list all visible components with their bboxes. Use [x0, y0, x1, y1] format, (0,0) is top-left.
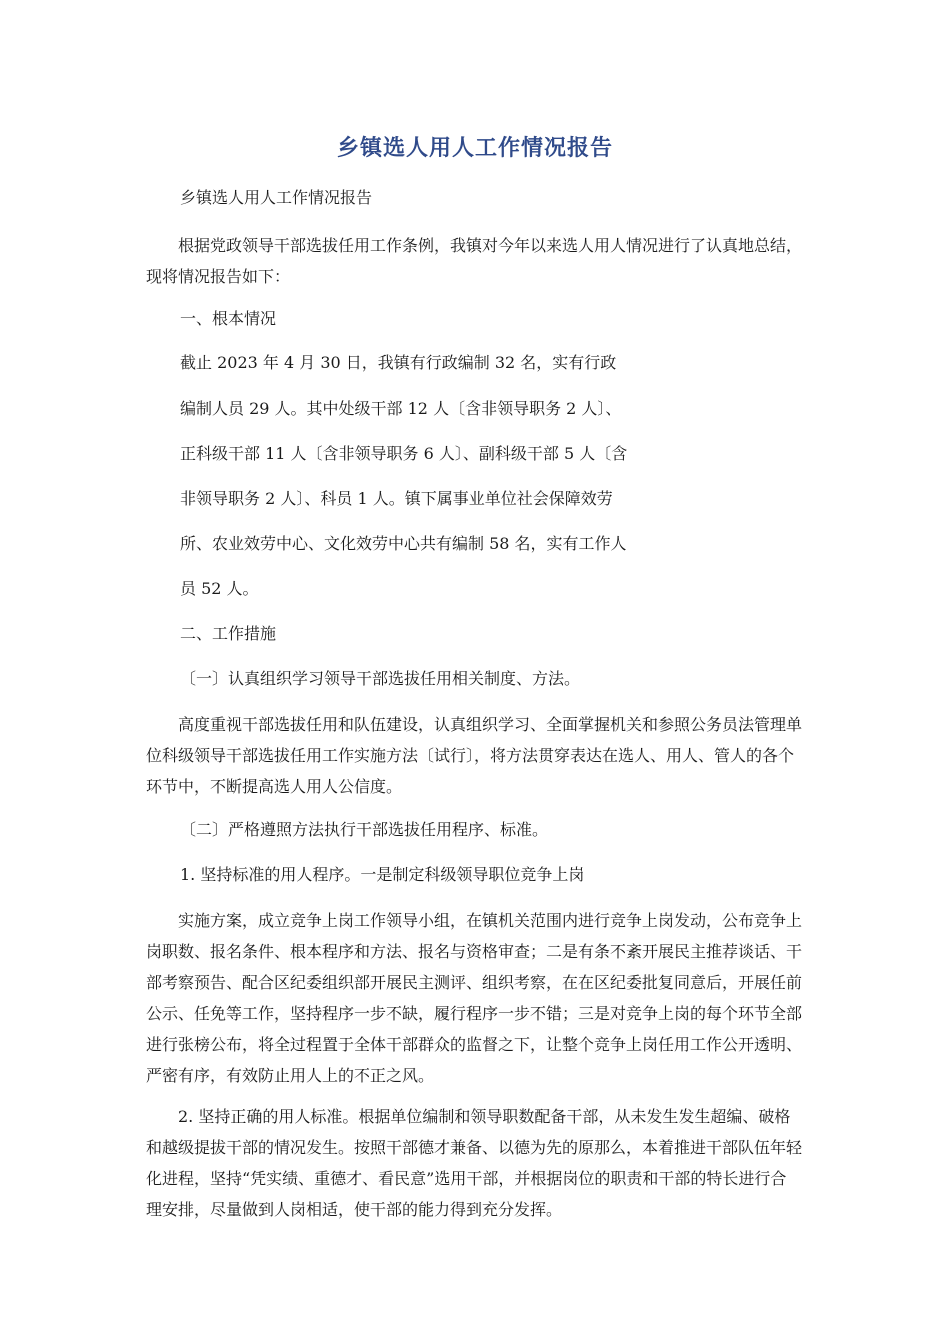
subsection-1-body: 高度重视干部选拔任用和队伍建设，认真组织学习、全面掌握机关和参照公务员法管理单位科级领导干部选拔任用工作实施方法〔试行〕，将方法贯穿表达在选人、用人、管人的各个环节中，不断提高选人用人公信度。: [146, 715, 803, 796]
item-1-heading: 1. 坚持标准的用人程序。一是制定科级领导职位竞争上岗: [180, 865, 585, 884]
subsection-1-heading: 〔一〕认真组织学习领导干部选拔任用相关制度、方法。: [180, 669, 581, 688]
item-2-body: 2. 坚持正确的用人标准。根据单位编制和领导职数配备干部，从未发生发生超编、破格和越级提拔干部的情况发生。按照干部德才兼备、以德为先的原那么，本着推进干部队伍年轻化进程，坚持“凭实绩、重德才、看民意”选用干部，并根据岗位的职责和干部的特长进行合理安排，尽量做到人岗相适，使干部的能力得到充分发挥。: [146, 1107, 803, 1219]
item-1-body: 实施方案，成立竞争上岗工作领导小组，在镇机关范围内进行竞争上岗发动，公布竞争上岗职数、报名条件、根本程序和方法、报名与资格审查；二是有条不紊开展民主推荐谈话、干部考察预告、配合区纪委组织部开展民主测评、组织考察，在在区纪委批复同意后，开展任前公示、任免等工作，坚持程序一步不缺，履行程序一步不错；三是对竞争上岗的每个环节全部进行张榜公布，将全过程置于全体干部群众的监督之下，让整个竞争上岗任用工作公开透明、严密有序，有效防止用人上的不正之风。: [146, 911, 803, 1085]
section-1-line: 所、农业效劳中心、文化效劳中心共有编制 58 名，实有工作人: [180, 534, 627, 553]
section-1-line: 编制人员 29 人。其中处级干部 12 人〔含非领导职务 2 人〕、: [180, 399, 622, 418]
section-1-line: 非领导职务 2 人〕、科员 1 人。镇下属事业单位社会保障效劳: [180, 489, 613, 508]
section-1-line: 正科级干部 11 人〔含非领导职务 6 人〕、副科级干部 5 人〔含: [180, 444, 628, 463]
document-title: 乡镇选人用人工作情况报告: [336, 136, 613, 161]
intro-paragraph: 根据党政领导干部选拔任用工作条例，我镇对今年以来选人用人情况进行了认真地总结，现将情况报告如下：: [146, 236, 803, 286]
subsection-2-heading: 〔二〕严格遵照方法执行干部选拔任用程序、标准。: [180, 820, 549, 839]
section-1-line: 员 52 人。: [180, 579, 259, 598]
document-subtitle: 乡镇选人用人工作情况报告: [180, 188, 373, 207]
section-2-heading: 二、工作措施: [180, 624, 277, 643]
section-1-heading: 一、根本情况: [180, 309, 277, 328]
section-1-line: 截止 2023 年 4 月 30 日，我镇有行政编制 32 名，实有行政: [180, 353, 617, 372]
